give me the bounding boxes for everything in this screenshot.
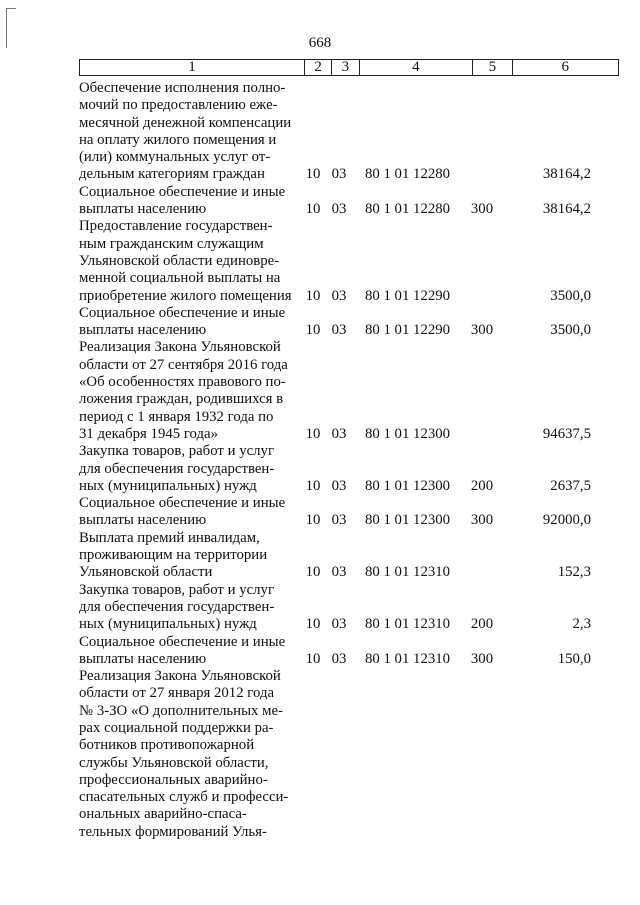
description-line: Социальное обеспечение и иные	[79, 183, 286, 200]
description-line: Социальное обеспечение и иные	[79, 304, 286, 321]
description-line: Закупка товаров, работ и услуг	[79, 443, 275, 460]
table-row	[79, 495, 619, 530]
description-line: выплаты населению	[79, 322, 207, 339]
table-row	[79, 668, 619, 841]
page-number: 668	[308, 35, 332, 51]
budget-table-body	[79, 80, 619, 841]
amount: 38164,2	[542, 166, 591, 183]
header-col-3: 3	[332, 60, 359, 76]
subsection-code: 03	[331, 287, 347, 304]
row-description	[79, 668, 300, 841]
section-code: 10	[305, 564, 321, 581]
header-col-2: 2	[304, 60, 331, 76]
target-article-code: 80 1 01 12310	[364, 564, 451, 581]
description-line: на оплату жилого помещения и	[79, 131, 277, 148]
row-description	[79, 218, 300, 304]
amount: 3500,0	[550, 287, 591, 304]
amount: 2637,5	[550, 477, 591, 494]
row-description	[79, 582, 300, 634]
subsection-code: 03	[331, 564, 347, 581]
amount: 152,3	[557, 564, 591, 581]
table-row	[79, 80, 619, 184]
section-code: 10	[305, 287, 321, 304]
description-line: профессиональных аварийно-	[79, 771, 268, 788]
subsection-code: 03	[331, 322, 347, 339]
table-row	[79, 305, 619, 340]
target-article-code: 80 1 01 12310	[364, 616, 451, 633]
description-line: № 3-ЗО «О дополнительных ме-	[79, 702, 283, 719]
row-description	[79, 495, 300, 530]
amount: 38164,2	[542, 201, 591, 218]
table-row	[79, 634, 619, 669]
subsection-code: 03	[331, 616, 347, 633]
description-line: дельным категориям граждан	[79, 166, 265, 183]
header-col-5: 5	[473, 60, 513, 76]
section-code: 10	[305, 512, 321, 529]
description-line: Обеспечение исполнения полно-	[79, 80, 286, 96]
expense-type-code: 200	[470, 616, 494, 633]
row-description	[79, 339, 300, 443]
description-line: Выплата премий инвалидам,	[79, 529, 260, 546]
header-col-1: 1	[80, 60, 305, 76]
description-line: выплаты населению	[79, 650, 207, 667]
description-line: приобретение жилого помещения	[79, 287, 292, 304]
description-line: ным гражданским служащим	[79, 235, 264, 252]
expense-type-code: 300	[470, 512, 494, 529]
expense-type-code: 200	[470, 477, 494, 494]
table-header	[79, 59, 619, 76]
table-row	[79, 582, 619, 634]
subsection-code: 03	[331, 425, 347, 442]
section-code: 10	[305, 650, 321, 667]
expense-type-code: 300	[470, 322, 494, 339]
description-line: для обеспечения государствен-	[79, 460, 275, 477]
section-code: 10	[305, 425, 321, 442]
target-article-code: 80 1 01 12300	[364, 512, 451, 529]
table-row	[79, 339, 619, 443]
target-article-code: 80 1 01 12310	[364, 650, 451, 667]
description-line: области от 27 января 2012 года	[79, 685, 275, 702]
description-line: ных (муниципальных) нужд	[79, 616, 257, 633]
section-code: 10	[305, 616, 321, 633]
target-article-code: 80 1 01 12290	[364, 287, 451, 304]
description-line: ных (муниципальных) нужд	[79, 477, 257, 494]
description-line: Социальное обеспечение и иные	[79, 633, 286, 650]
target-article-code: 80 1 01 12300	[364, 425, 451, 442]
table-row	[79, 530, 619, 582]
description-line: месячной денежной компенсации	[79, 114, 292, 131]
description-line: проживающим на территории	[79, 547, 268, 564]
section-code: 10	[305, 201, 321, 218]
description-line: период с 1 января 1932 года по	[79, 408, 274, 425]
expense-type-code: 300	[470, 650, 494, 667]
amount: 94637,5	[542, 425, 591, 442]
description-line: Предоставление государствен-	[79, 218, 273, 235]
row-description	[79, 443, 300, 495]
description-line: ботников противопожарной	[79, 737, 255, 754]
description-line: «Об особенностях правового по-	[79, 374, 286, 391]
subsection-code: 03	[331, 477, 347, 494]
description-line: Ульяновской области единовре-	[79, 252, 280, 269]
header-col-4: 4	[359, 60, 472, 76]
description-line: (или) коммунальных услуг от-	[79, 149, 271, 166]
row-description	[79, 184, 300, 219]
description-line: Реализация Закона Ульяновской	[79, 668, 281, 685]
section-code: 10	[305, 477, 321, 494]
target-article-code: 80 1 01 12300	[364, 477, 451, 494]
target-article-code: 80 1 01 12280	[364, 166, 451, 183]
amount: 2,3	[572, 616, 591, 633]
subsection-code: 03	[331, 166, 347, 183]
description-line: выплаты населению	[79, 201, 207, 218]
description-line: выплаты населению	[79, 512, 207, 529]
table-row	[79, 184, 619, 219]
description-line: Ульяновской области	[79, 564, 213, 581]
description-line: Социальное обеспечение и иные	[79, 495, 286, 512]
description-line: для обеспечения государствен-	[79, 598, 275, 615]
description-line: ональных аварийно-спаса-	[79, 806, 247, 823]
description-line: 31 декабря 1945 года»	[79, 425, 219, 442]
amount: 92000,0	[542, 512, 591, 529]
description-line: Закупка товаров, работ и услуг	[79, 581, 275, 598]
table-row	[79, 218, 619, 304]
description-line: менной социальной выплаты на	[79, 270, 281, 287]
row-description	[79, 530, 300, 582]
amount: 150,0	[557, 650, 591, 667]
target-article-code: 80 1 01 12280	[364, 201, 451, 218]
description-line: мочий по предоставлению еже-	[79, 97, 278, 114]
row-description	[79, 80, 300, 184]
description-line: тельных формирований Улья-	[79, 823, 267, 840]
row-description	[79, 634, 300, 669]
target-article-code: 80 1 01 12290	[364, 322, 451, 339]
description-line: ложения граждан, родившихся в	[79, 391, 284, 408]
description-line: службы Ульяновской области,	[79, 754, 269, 771]
description-line: спасательных служб и професси-	[79, 789, 289, 806]
section-code: 10	[305, 322, 321, 339]
header-col-6: 6	[512, 60, 618, 76]
description-line: рах социальной поддержки ра-	[79, 719, 274, 736]
amount: 3500,0	[550, 322, 591, 339]
subsection-code: 03	[331, 512, 347, 529]
expense-type-code: 300	[470, 201, 494, 218]
scan-mark	[6, 8, 16, 9]
section-code: 10	[305, 166, 321, 183]
table-row	[79, 443, 619, 495]
subsection-code: 03	[331, 201, 347, 218]
subsection-code: 03	[331, 650, 347, 667]
description-line: Реализация Закона Ульяновской	[79, 339, 281, 356]
description-line: области от 27 сентября 2016 года	[79, 356, 288, 373]
row-description	[79, 305, 300, 340]
